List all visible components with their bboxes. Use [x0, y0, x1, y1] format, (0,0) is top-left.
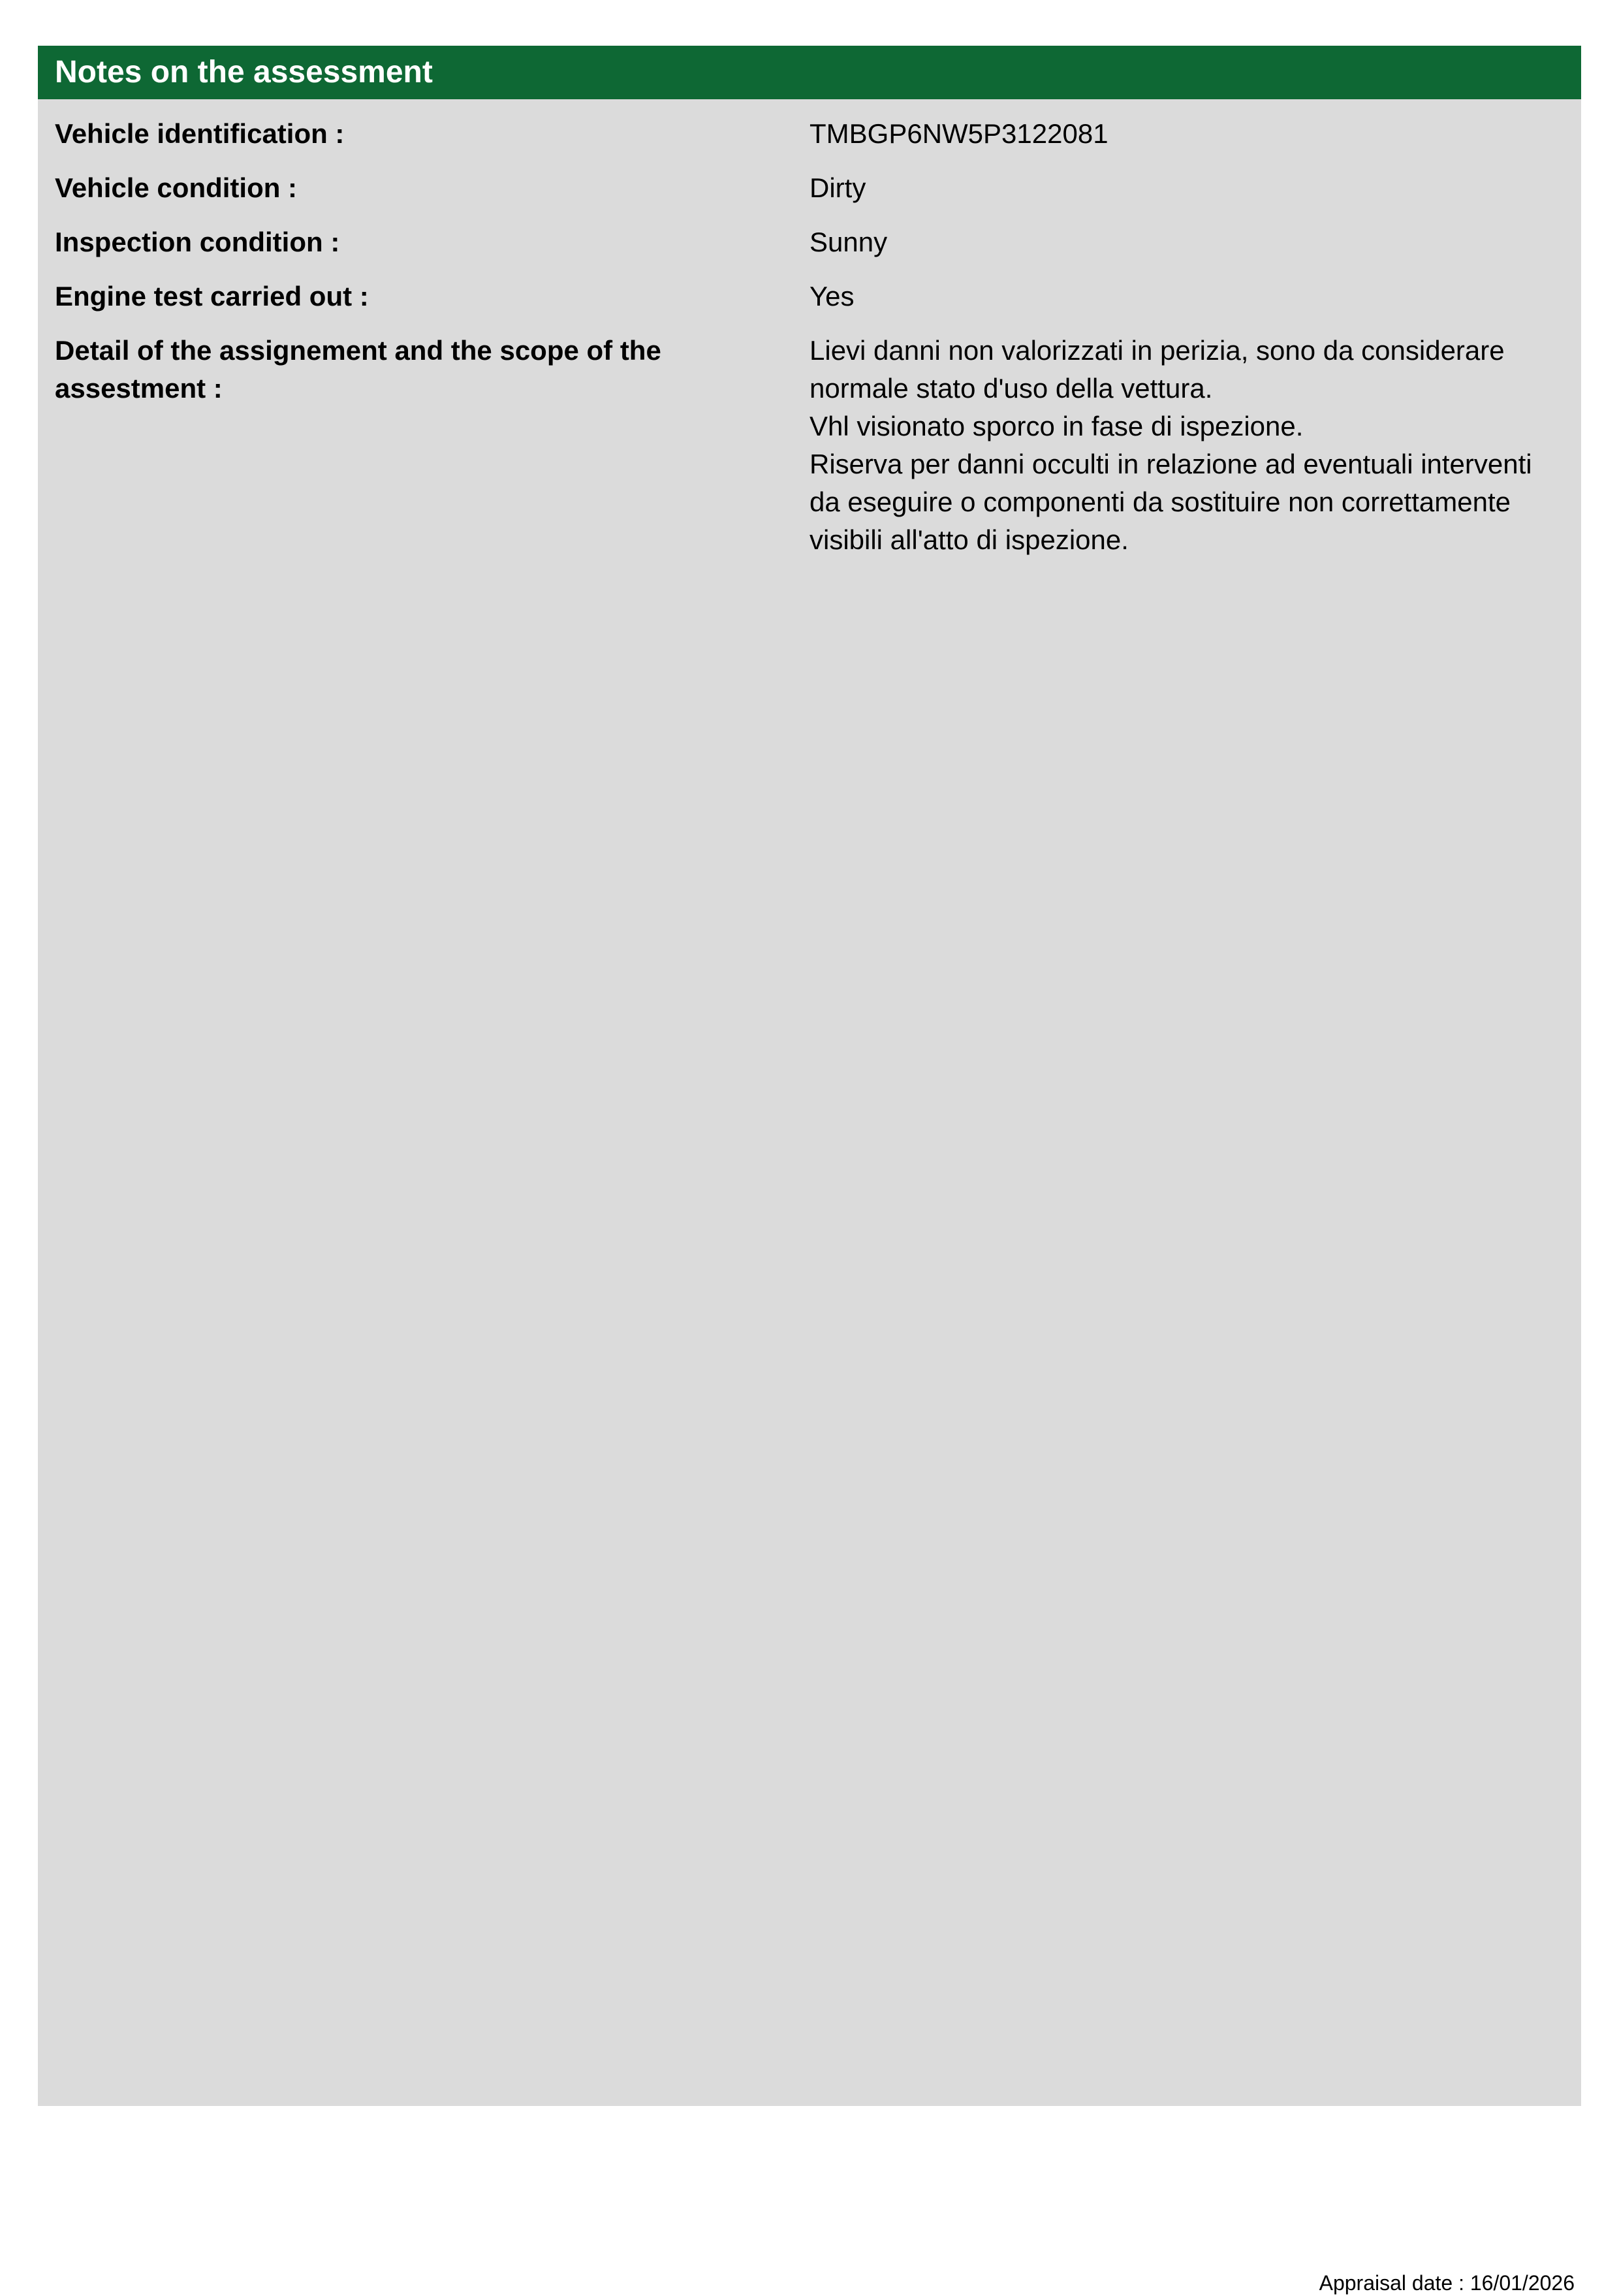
- assessment-notes-panel: [38, 46, 1581, 2106]
- row-inspection-condition: [38, 223, 1581, 261]
- assignment-detail-label: Detail of the assignement and the scope of the assestment :: [55, 335, 661, 404]
- row-vehicle-condition: [38, 169, 1581, 207]
- vehicle-identification-value: TMBGP6NW5P3122081: [810, 118, 1108, 149]
- engine-test-value: Yes: [810, 281, 855, 311]
- inspection-condition-value: Sunny: [810, 227, 888, 257]
- vehicle-condition-label: Vehicle condition :: [55, 172, 298, 203]
- row-engine-test: [38, 278, 1581, 315]
- assignment-detail-line: Lievi danni non valorizzati in perizia, sono da considerare normale stato d'uso della vettura.: [810, 335, 1505, 404]
- section-title: Notes on the assessment: [38, 46, 1581, 99]
- vehicle-condition-value: Dirty: [810, 172, 866, 203]
- row-assignment-detail: [38, 332, 1581, 559]
- notes-table: [38, 99, 1581, 559]
- assignment-detail-value: [810, 332, 1581, 559]
- engine-test-label: Engine test carried out :: [55, 281, 369, 311]
- vehicle-identification-label: Vehicle identification :: [55, 118, 345, 149]
- row-vehicle-identification: [38, 115, 1581, 153]
- assignment-detail-line: Riserva per danni occulti in relazione ad eventuali interventi da eseguire o componenti da sostituire non correttamente visibili all'atto di ispezione.: [810, 449, 1532, 555]
- inspection-condition-label: Inspection condition :: [55, 227, 340, 257]
- assignment-detail-line: Vhl visionato sporco in fase di ispezione.: [810, 411, 1304, 441]
- appraisal-date: Appraisal date : 16/01/2026: [1319, 2271, 1575, 2295]
